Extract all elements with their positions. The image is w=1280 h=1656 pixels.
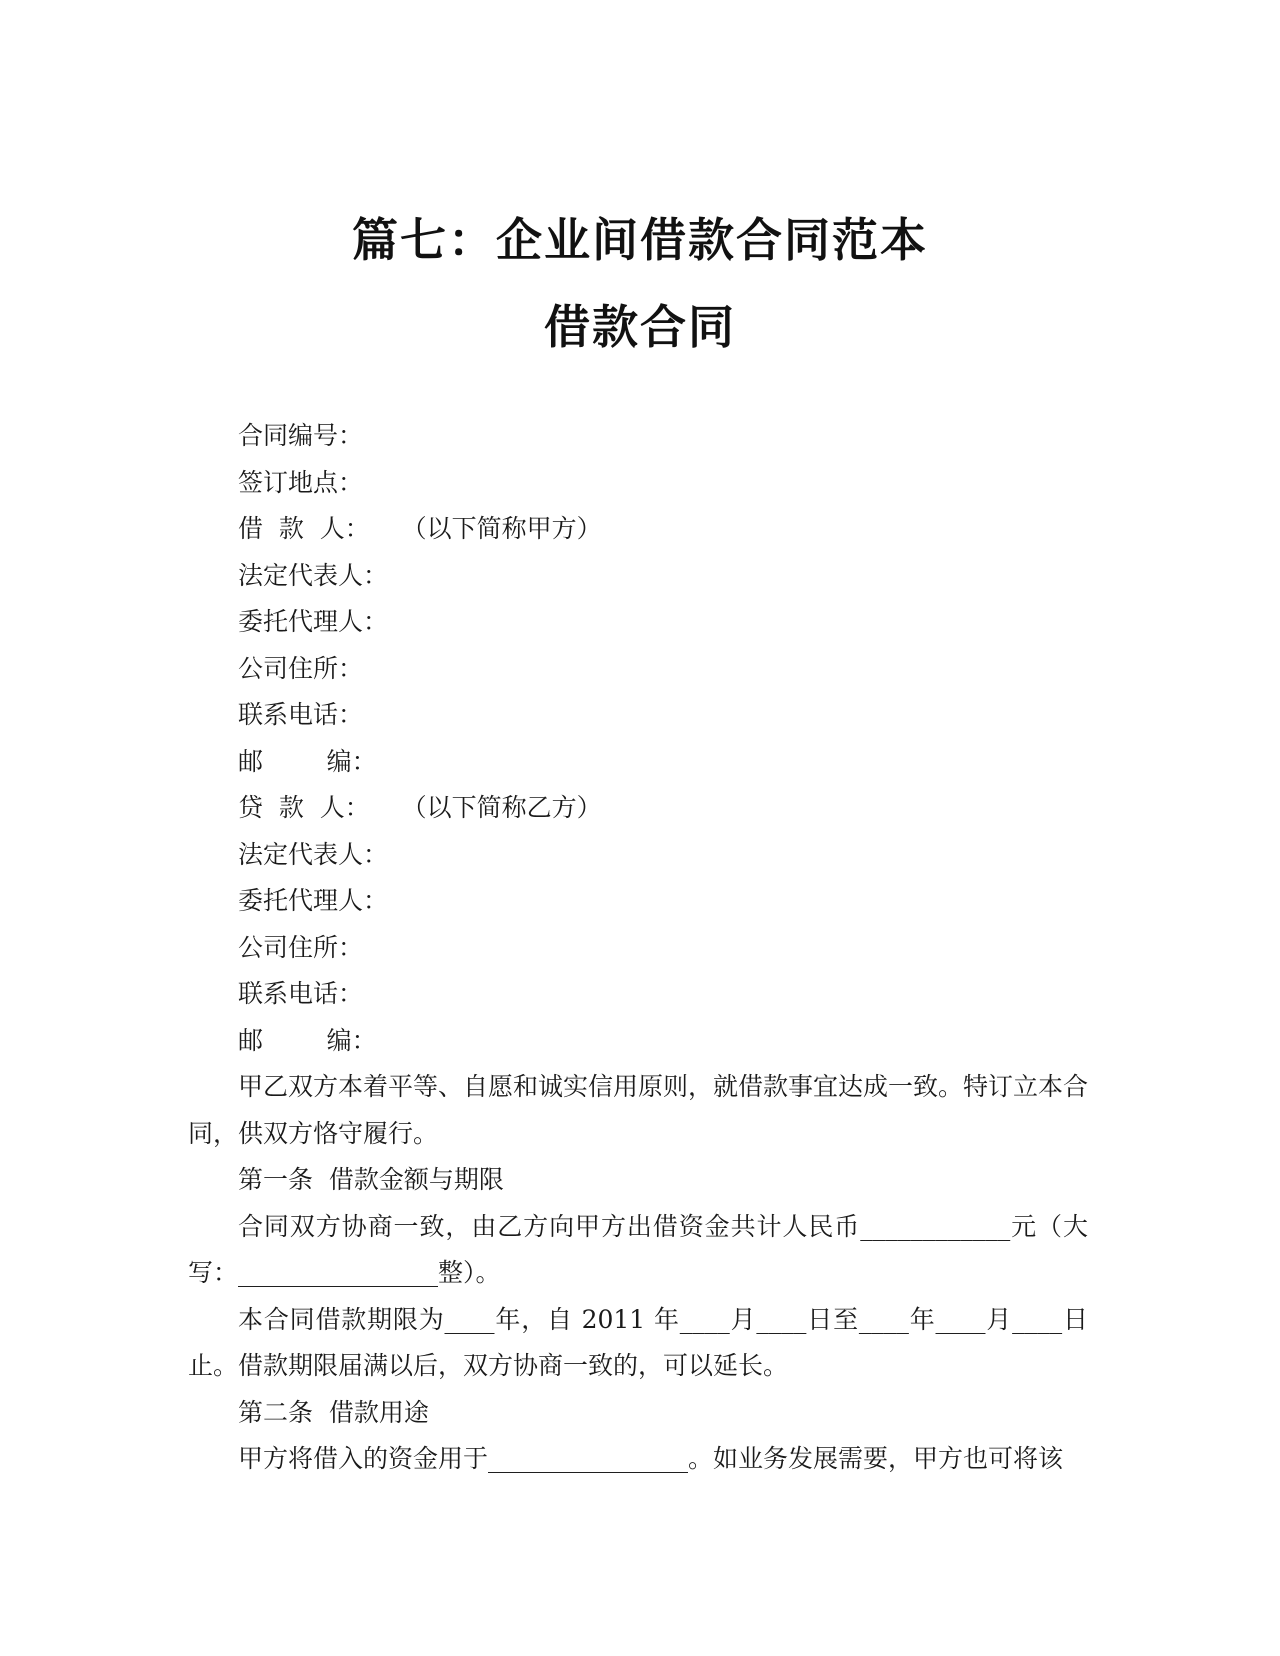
field-borrower-postcode: 邮 编： — [238, 746, 377, 776]
article1-paragraph-amount: 合同双方协商一致，由乙方向甲方出借资金共计人民币____________元（大写：________________整）。 — [188, 1211, 1088, 1287]
contract-body — [188, 413, 1088, 1483]
field-contract-number: 合同编号： — [238, 421, 364, 450]
document-subtitle: 借款合同 — [544, 300, 736, 354]
intro-paragraph: 甲乙双方本着平等、自愿和诚实信用原则，就借款事宜达成一致。特订立本合同，供双方恪守履行。 — [188, 1072, 1089, 1148]
field-lender-address: 公司住所： — [238, 932, 364, 962]
document-title: 篇七：企业间借款合同范本 — [352, 213, 928, 267]
field-borrower-legal-rep: 法定代表人： — [238, 560, 389, 590]
field-lender-legal-rep: 法定代表人： — [238, 839, 389, 869]
field-borrower-phone: 联系电话： — [238, 700, 364, 729]
field-borrower-address: 公司住所： — [238, 653, 364, 683]
article1-paragraph-term: 本合同借款期限为____年，自 2011 年____月____日至____年____月____日止。借款期限届满以后，双方协商一致的，可以延长。 — [188, 1304, 1088, 1380]
article2-heading: 第二条 借款用途 — [238, 1397, 429, 1427]
field-lender-agent: 委托代理人： — [238, 886, 389, 915]
field-borrower-agent: 委托代理人： — [238, 607, 389, 636]
article1-heading: 第一条 借款金额与期限 — [238, 1165, 504, 1194]
article2-paragraph-purpose: 甲方将借入的资金用于________________。如业务发展需要，甲方也可将该 — [238, 1444, 1064, 1473]
field-lender-phone: 联系电话： — [238, 979, 364, 1008]
field-lender: 贷 款 人： （以下简称乙方） — [238, 793, 602, 822]
field-signing-place: 签订地点： — [238, 467, 364, 497]
field-borrower: 借 款 人： （以下简称甲方） — [238, 514, 602, 543]
field-lender-postcode: 邮 编： — [238, 1025, 377, 1055]
